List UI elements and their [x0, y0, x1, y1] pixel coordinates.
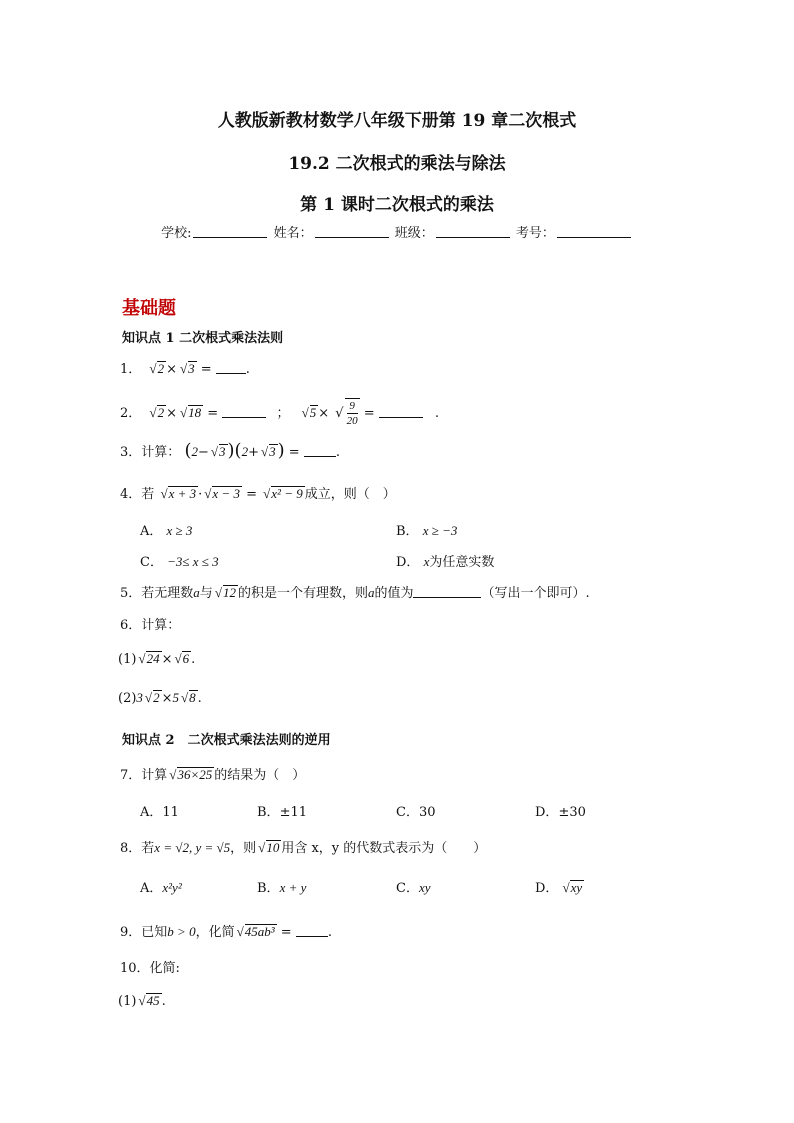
q3-root-a: √ 3	[219, 444, 228, 459]
q6-label: 计算：	[141, 618, 181, 633]
q5-number: 5．	[120, 586, 142, 601]
question-4: 4．若 √ x + 3 ·√ x − 3 = √ x² − 9 成立，则（ ）	[120, 483, 396, 502]
q3-equals: =	[288, 445, 300, 460]
q7-option-a-text: 11	[162, 805, 179, 820]
q9-equals: =	[280, 925, 292, 940]
q7-option-a-label: A．	[140, 805, 163, 820]
knowledge-point-2: 知识点 2 二次根式乘法法则的逆用	[122, 733, 331, 748]
q7-root: √ 36×25	[177, 767, 214, 782]
q6-part-1-times: ×	[161, 652, 173, 667]
q6-part-1-end: .	[191, 652, 196, 667]
name-label: 姓名：	[273, 226, 313, 241]
q7-option-a[interactable]	[140, 801, 179, 820]
q3-two-b: 2	[241, 444, 249, 459]
q9-end: .	[327, 925, 332, 940]
q2-root-b: √ 18	[188, 405, 203, 420]
q1-answer-blank[interactable]	[216, 361, 246, 374]
q4-option-c-text: −3≤ x ≤ 3	[167, 554, 219, 569]
q2-times: ×	[166, 406, 177, 421]
q1-number: 1．	[120, 362, 142, 377]
q4-option-a-label: A．	[140, 524, 163, 539]
q4-option-b-text: x ≥ −3	[422, 523, 458, 538]
q5-mid2: 的积是一个有理数，则	[237, 586, 368, 601]
school-blank[interactable]	[193, 225, 267, 238]
exam-no-label: 考号：	[515, 226, 555, 241]
class-blank[interactable]	[436, 225, 510, 238]
q7-option-c[interactable]	[396, 801, 436, 820]
q6-part-2-end: .	[197, 691, 202, 706]
q2-frac-num: √ 9	[347, 399, 358, 414]
q2-root-frac	[345, 398, 359, 428]
q4-equals: =	[246, 487, 257, 502]
q5-root: √ 12	[223, 585, 238, 600]
q8-mid: ，则	[230, 841, 257, 856]
q3-label: 计算：	[141, 445, 181, 460]
q10-number: 10．	[120, 961, 150, 976]
q3-end: .	[335, 445, 340, 460]
section-heading: 基础题	[122, 298, 176, 319]
q9-pre: 已知	[141, 925, 168, 940]
q10-end: .	[161, 994, 166, 1009]
q2-answer-blank-1[interactable]	[222, 405, 266, 418]
q6-part-2-root-b: √ 8	[189, 690, 198, 705]
q2-end: .	[434, 406, 440, 421]
question-3: 3．计算： (2−√ 3 )(2+√ 3 ) = .	[120, 440, 340, 461]
q6-number: 6．	[120, 618, 142, 633]
q2-number: 2．	[120, 406, 142, 421]
q7-option-b-text: ±11	[279, 805, 307, 820]
q1-equals: =	[200, 362, 212, 377]
q4-option-d-suffix: 为任意实数	[429, 555, 495, 570]
q7-option-b-label: B．	[257, 805, 280, 820]
q4-number: 4．	[120, 487, 142, 502]
student-info-row	[0, 222, 794, 241]
q4-option-a[interactable]	[140, 520, 192, 539]
q2-equals-2: =	[363, 406, 375, 421]
q4-post: 成立，则（ ）	[304, 487, 396, 502]
q1-times: ×	[166, 362, 177, 377]
q5-mid3: 的值为	[374, 586, 414, 601]
q8-option-a-label: A．	[140, 881, 163, 896]
q7-option-d-text: ±30	[558, 805, 586, 820]
q2-times-2: ×	[318, 406, 330, 421]
q8-option-a[interactable]	[140, 877, 182, 896]
q2-frac-den: 20	[346, 415, 358, 427]
q2-equals: =	[207, 406, 219, 421]
doc-title: 人教版新教材数学八年级下册第 19 章二次根式	[217, 111, 577, 131]
q5-post: （写出一个即可）.	[481, 586, 590, 601]
q8-option-b-text: x + y	[279, 880, 307, 895]
q9-root: √ 45ab³	[245, 924, 277, 939]
q2-root-a: √ 2	[157, 405, 166, 420]
q7-option-c-text: 30	[418, 805, 436, 820]
question-1	[120, 358, 250, 377]
q7-option-d-label: D．	[535, 805, 559, 820]
q2-answer-blank-2[interactable]	[379, 405, 423, 418]
q5-answer-blank[interactable]	[413, 585, 481, 598]
q4-option-d[interactable]	[396, 551, 494, 570]
q6-part-2-times: ×	[161, 691, 173, 706]
q7-pre: 计算	[141, 768, 168, 783]
q3-number: 3．	[120, 445, 142, 460]
q8-option-c-text: xy	[418, 880, 431, 895]
q10-label: 化简:	[149, 961, 180, 976]
q6-part-1-root-a: √ 24	[146, 651, 161, 666]
q4-option-c[interactable]	[140, 551, 219, 570]
q7-option-c-label: C．	[396, 805, 419, 820]
q8-pre: 若	[141, 841, 155, 856]
q8-option-d-text: √ xy	[570, 880, 584, 895]
q7-option-b[interactable]	[257, 801, 307, 820]
q4-option-c-label: C．	[140, 555, 163, 570]
q6-part-2	[118, 690, 202, 706]
name-blank[interactable]	[315, 225, 389, 238]
q6-part-1-root-b: √ 6	[182, 651, 191, 666]
q8-option-c[interactable]	[396, 877, 431, 896]
q4-option-d-label: D．	[396, 555, 420, 570]
question-6	[120, 614, 180, 633]
question-10	[120, 957, 180, 976]
q8-number: 8．	[120, 841, 142, 856]
q7-option-d[interactable]	[535, 801, 586, 820]
q4-option-b[interactable]	[396, 520, 457, 539]
q9-condition: b > 0	[167, 924, 196, 939]
q8-option-b[interactable]	[257, 877, 306, 896]
q4-option-a-text: x ≥ 3	[166, 523, 193, 538]
q8-option-d-label: D．	[535, 881, 559, 896]
class-label: 班级：	[394, 226, 434, 241]
q6-part-2-coef-a: 3	[136, 690, 143, 705]
q3-two-a: 2	[191, 444, 198, 459]
q10-part-1-label: (1)	[118, 994, 137, 1009]
exam-no-blank[interactable]	[557, 225, 631, 238]
q6-part-1-label: (1)	[118, 652, 137, 667]
q9-number: 9．	[120, 925, 142, 940]
q6-part-2-coef-b: 5	[172, 690, 179, 705]
q10-part-1	[118, 993, 166, 1009]
q8-option-c-label: C．	[396, 881, 419, 896]
q6-part-2-label: (2)	[118, 691, 137, 706]
q4-root-1: √ x + 3	[168, 486, 198, 501]
question-5	[120, 582, 590, 601]
q3-answer-blank[interactable]	[304, 444, 336, 457]
q6-part-2-root-a: √ 2	[153, 690, 162, 705]
q8-post: 用含 x，y 的代数式表示为（ ）	[281, 841, 487, 856]
q5-mid1: 与	[199, 586, 213, 601]
q3-minus: −	[197, 445, 209, 460]
q7-number: 7．	[120, 768, 142, 783]
q5-var-a-2: a	[367, 585, 375, 600]
doc-subtitle: 19.2 二次根式的乘法与除法	[288, 154, 506, 174]
question-2	[120, 398, 439, 428]
q10-root: √ 45	[146, 993, 161, 1008]
q4-option-b-label: B．	[396, 524, 419, 539]
q3-plus: +	[248, 445, 259, 460]
q4-pre: 若	[141, 487, 155, 502]
q1-end: .	[245, 362, 250, 377]
q5-pre: 若无理数	[141, 586, 194, 601]
q4-root-2: √ x − 3	[212, 486, 242, 501]
question-9	[120, 921, 332, 940]
q4-root-3: √ x² − 9	[271, 486, 305, 501]
q1-root-b: √ 3	[188, 361, 197, 376]
knowledge-point-1: 知识点 1 二次根式乘法法则	[122, 331, 284, 346]
q8-option-a-text: x²y²	[162, 880, 182, 895]
question-8	[120, 837, 486, 856]
q6-part-1	[118, 651, 195, 667]
q8-condition: x = √2, y = √5	[154, 840, 231, 855]
q8-option-d[interactable]	[535, 877, 584, 896]
q4-option-d-var: x	[423, 554, 430, 569]
q8-root: √ 10	[266, 840, 281, 855]
school-label: 学校:	[161, 226, 192, 241]
q2-root-c: √ 5	[310, 405, 319, 420]
q7-post: 的结果为（ ）	[214, 768, 306, 783]
question-7	[120, 764, 305, 783]
q8-option-b-label: B．	[257, 881, 280, 896]
q3-root-b: √ 3	[269, 444, 278, 459]
q2-separator: ；	[276, 406, 290, 421]
q9-answer-blank[interactable]	[296, 924, 328, 937]
q1-root-a: √ 2	[157, 361, 166, 376]
q5-var-a: a	[193, 585, 200, 600]
q9-mid: ，化简	[195, 925, 235, 940]
lesson-title: 第 1 课时二次根式的乘法	[300, 195, 494, 215]
